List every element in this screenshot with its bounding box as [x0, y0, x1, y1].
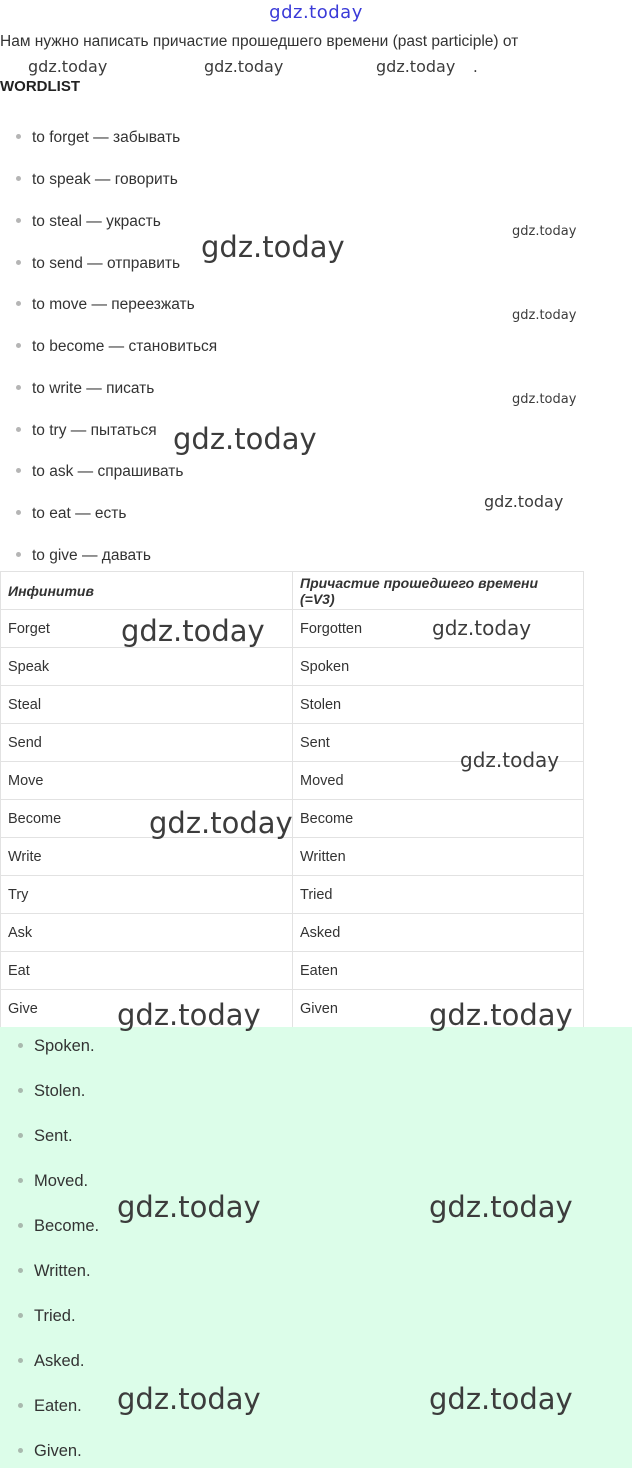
infinitive-cell: Ask — [1, 914, 293, 952]
bullet-icon — [16, 510, 21, 515]
watermark: gdz.today — [512, 308, 577, 323]
answer-item: Sent. — [18, 1127, 73, 1146]
watermark: gdz.today — [512, 392, 577, 407]
participle-cell: Forgotten — [293, 610, 584, 648]
wordlist-item: to steal — украсть — [16, 213, 161, 231]
bullet-icon — [18, 1088, 23, 1093]
bullet-icon — [16, 134, 21, 139]
watermark: gdz.today — [117, 1382, 261, 1416]
table-row — [1, 952, 584, 990]
participle-cell: Tried — [293, 876, 584, 914]
infinitive-cell: Eat — [1, 952, 293, 990]
bullet-icon — [16, 343, 21, 348]
watermark: gdz.today — [121, 614, 265, 648]
wordlist-heading: WORDLIST — [0, 78, 80, 95]
participle-cell: Written — [293, 838, 584, 876]
participle-cell: Moved — [293, 762, 584, 800]
infinitive-cell: Give — [1, 990, 293, 1028]
participle-cell: Eaten — [293, 952, 584, 990]
infinitive-cell: Send — [1, 724, 293, 762]
watermark: gdz.today — [460, 748, 560, 772]
watermark: gdz.today — [429, 998, 573, 1032]
bullet-icon — [16, 176, 21, 181]
participle-cell: Given — [293, 990, 584, 1028]
infinitive-cell: Try — [1, 876, 293, 914]
bullet-icon — [16, 301, 21, 306]
table-row — [1, 838, 584, 876]
answer-item: Asked. — [18, 1352, 84, 1371]
table-header-row — [1, 572, 584, 610]
column-header-past-participle: Причастие прошедшего времени (=V3) — [293, 572, 584, 610]
answer-item: Tried. — [18, 1307, 76, 1326]
watermark: gdz.today — [117, 998, 261, 1032]
infinitive-cell: Steal — [1, 686, 293, 724]
bullet-icon — [18, 1223, 23, 1228]
infinitive-cell: Speak — [1, 648, 293, 686]
participle-cell: Become — [293, 800, 584, 838]
wordlist-item: to try — пытаться — [16, 422, 157, 440]
site-logo[interactable]: gdz.today — [269, 2, 363, 23]
bullet-icon — [18, 1268, 23, 1273]
answer-item: Written. — [18, 1262, 91, 1281]
watermark: gdz.today — [173, 422, 317, 456]
wordlist-item: to send — отправить — [16, 255, 180, 273]
watermark: gdz.today — [484, 492, 564, 511]
answer-item: Become. — [18, 1217, 99, 1236]
watermark: gdz.today — [429, 1382, 573, 1416]
bullet-icon — [16, 260, 21, 265]
watermark: gdz.today — [204, 57, 284, 76]
bullet-icon — [16, 218, 21, 223]
bullet-icon — [16, 468, 21, 473]
watermark: gdz.today — [28, 57, 108, 76]
bullet-icon — [18, 1448, 23, 1453]
wordlist-item: to become — становиться — [16, 338, 217, 356]
wordlist-item: to ask — спрашивать — [16, 463, 183, 481]
answer-item: Stolen. — [18, 1082, 85, 1101]
bullet-icon — [18, 1358, 23, 1363]
wordlist-item: to give — давать — [16, 547, 151, 565]
bullet-icon — [18, 1043, 23, 1048]
watermark: gdz.today — [376, 57, 456, 76]
wordlist-item: to move — переезжать — [16, 296, 195, 314]
table-row — [1, 914, 584, 952]
infinitive-cell: Write — [1, 838, 293, 876]
watermark: gdz.today — [201, 230, 345, 264]
participle-cell: Asked — [293, 914, 584, 952]
wordlist-item: to eat — есть — [16, 505, 126, 523]
bullet-icon — [16, 552, 21, 557]
participle-cell: Stolen — [293, 686, 584, 724]
wordlist-item: to speak — говорить — [16, 171, 178, 189]
watermark: gdz.today — [512, 224, 577, 239]
watermark: gdz.today — [429, 1190, 573, 1224]
infinitive-cell: Become — [1, 800, 293, 838]
watermark: gdz.today — [432, 616, 532, 640]
bullet-icon — [18, 1403, 23, 1408]
intro-trailing-dot: . — [473, 58, 478, 76]
column-header-infinitive: Инфинитив — [1, 572, 293, 610]
participle-cell: Sent — [293, 724, 584, 762]
answer-item: Given. — [18, 1442, 82, 1461]
answer-item: Spoken. — [18, 1037, 95, 1056]
bullet-icon — [18, 1178, 23, 1183]
infinitive-cell: Move — [1, 762, 293, 800]
wordlist-item: to forget — забывать — [16, 129, 180, 147]
watermark: gdz.today — [149, 806, 293, 840]
table-row — [1, 648, 584, 686]
answer-item: Eaten. — [18, 1397, 82, 1416]
table-row — [1, 686, 584, 724]
bullet-icon — [16, 385, 21, 390]
bullet-icon — [18, 1133, 23, 1138]
bullet-icon — [18, 1313, 23, 1318]
intro-sentence: Нам нужно написать причастие прошедшего времени (past participle) от — [0, 33, 519, 50]
answer-item: Moved. — [18, 1172, 88, 1191]
table-row — [1, 876, 584, 914]
intro-text — [0, 33, 518, 51]
wordlist-item: to write — писать — [16, 380, 154, 398]
infinitive-cell: Forget — [1, 610, 293, 648]
participle-cell: Spoken — [293, 648, 584, 686]
watermark: gdz.today — [117, 1190, 261, 1224]
bullet-icon — [16, 427, 21, 432]
